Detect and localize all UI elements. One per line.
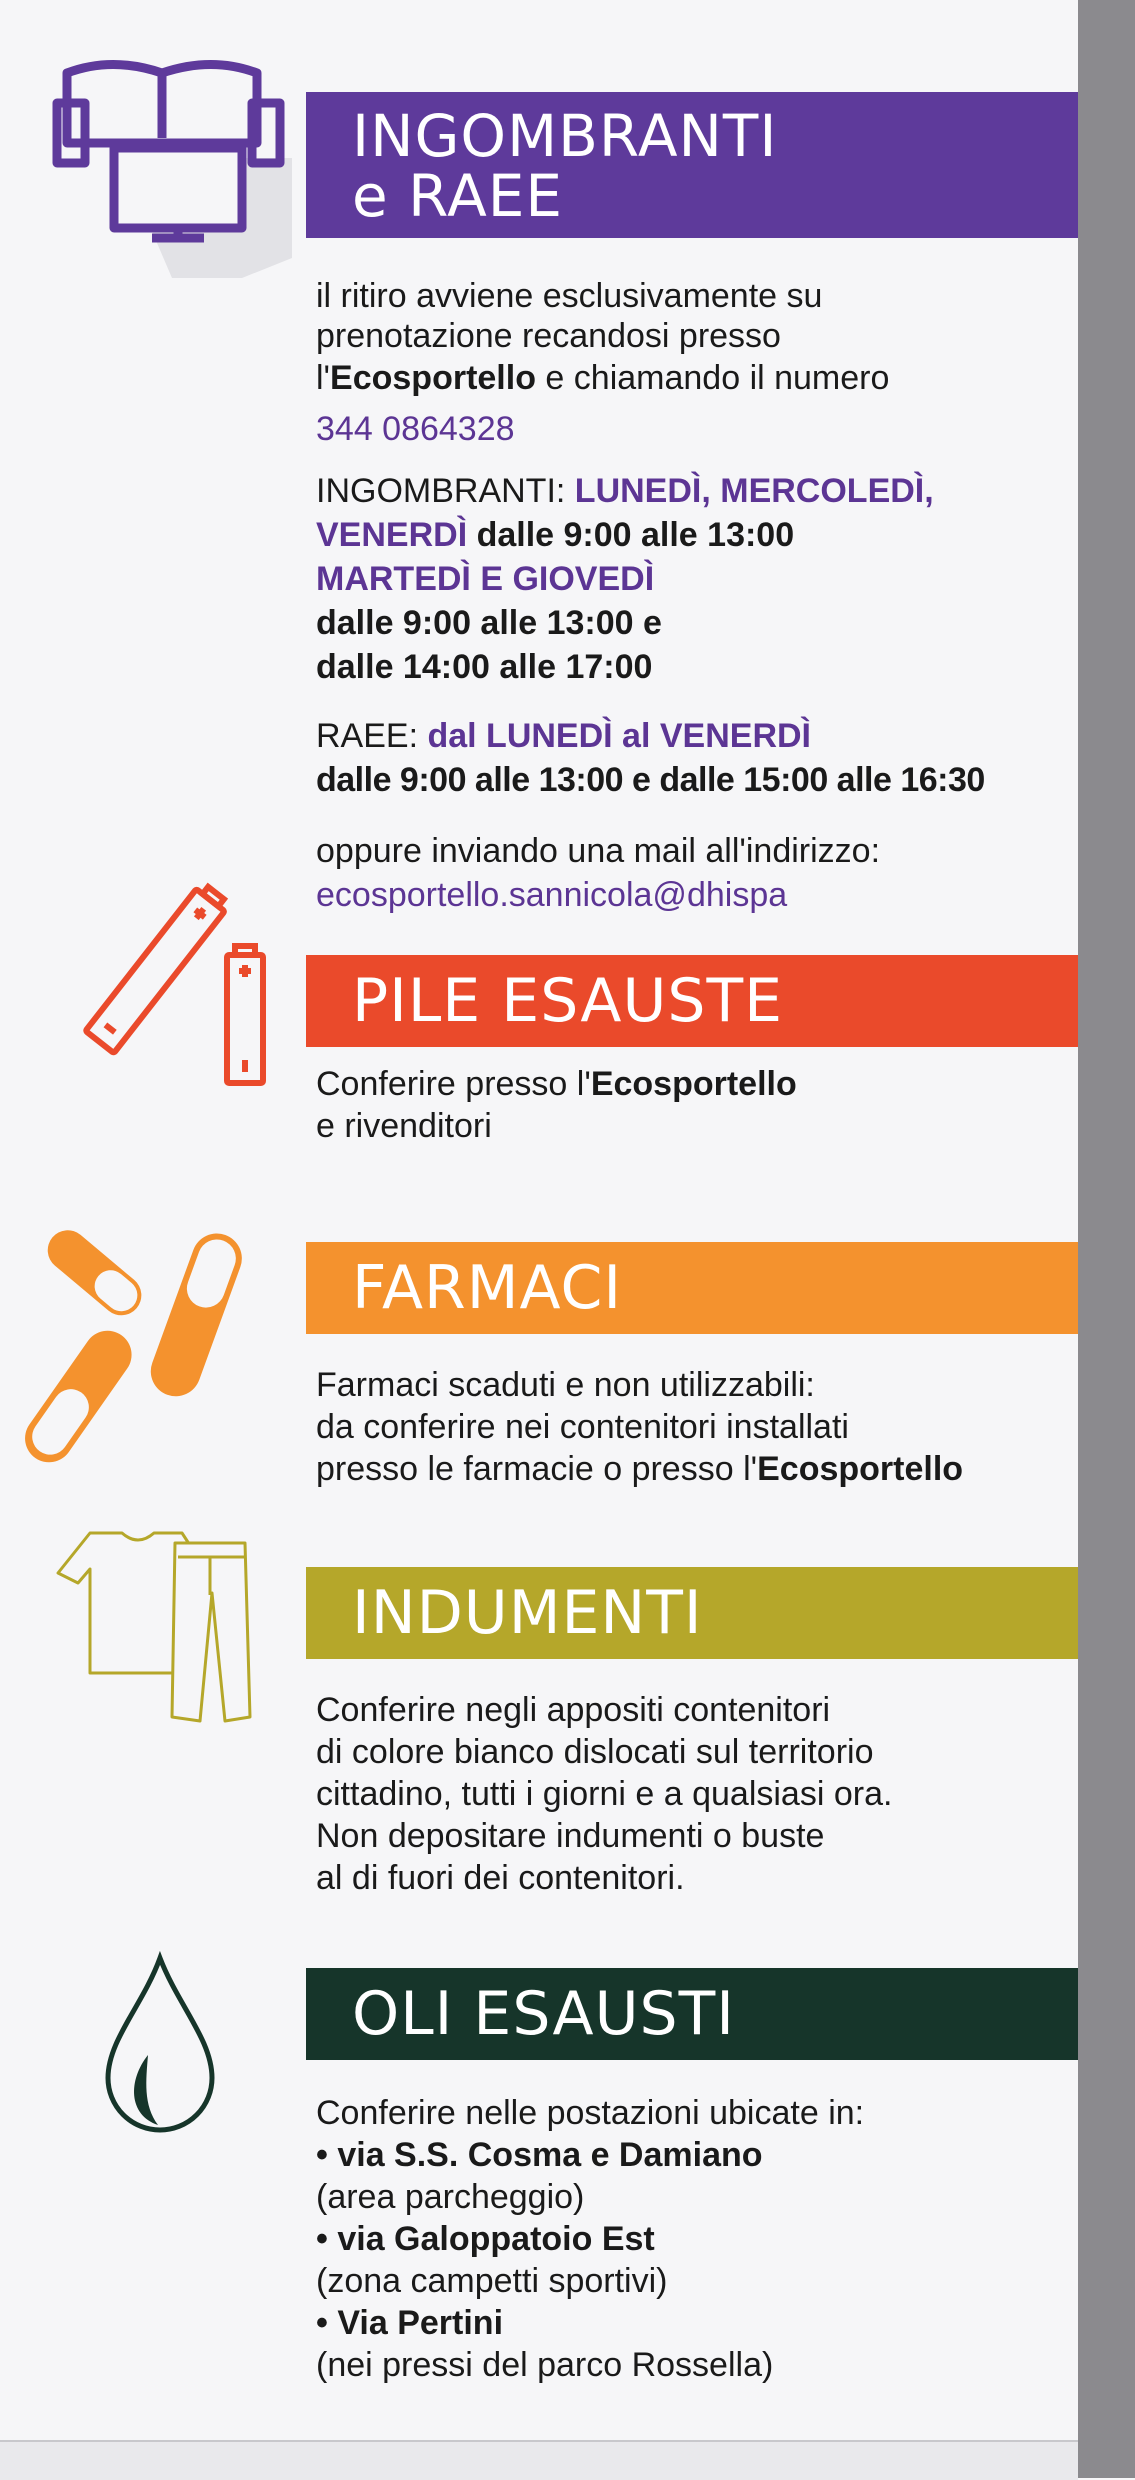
text-fragment: l' [316, 359, 331, 397]
oli-location-note: (nei pressi del parco Rossella) [316, 2346, 774, 2384]
pile-line2: e rivenditori [316, 1107, 492, 1145]
phone-number [316, 408, 1076, 450]
indumenti-line: Non depositare indumenti o buste [316, 1817, 825, 1855]
ecosportello-label: Ecosportello [330, 359, 536, 397]
battery-icon [62, 875, 292, 1095]
oli-title: OLI ESAUSTI [352, 1979, 735, 2049]
ingombranti-schedule-line2 [316, 514, 1076, 556]
pile-title-band [306, 955, 1078, 1047]
text-fragment: presso le farmacie o presso l' [316, 1450, 758, 1488]
raee-schedule-line1 [316, 715, 1076, 757]
text-fragment: e chiamando il numero [535, 359, 890, 397]
text-fragment: Conferire presso l' [316, 1065, 591, 1103]
oli-location-note: (zona campetti sportivi) [316, 2262, 668, 2300]
ingombranti-hours: dalle 9:00 alle 13:00 [467, 516, 795, 554]
ingombranti-intro-line2: prenotazione recandosi presso [316, 317, 781, 355]
email-address[interactable]: ecosportello.sannicola@dhispa [316, 876, 788, 914]
ingombranti-title-line2: e RAEE [352, 162, 564, 230]
oli-location-name: • via Galoppatoio Est [316, 2220, 655, 2258]
indumenti-line: al di fuori dei contenitori. [316, 1859, 685, 1897]
pill-icon [22, 1218, 247, 1463]
indumenti-title: INDUMENTI [352, 1578, 703, 1648]
ingombranti-title-band [306, 92, 1078, 238]
oil-drop-icon [98, 1950, 223, 2140]
oli-location-note: (area parcheggio) [316, 2178, 585, 2216]
farmaci-title-band [306, 1242, 1078, 1334]
raee-days: dal LUNEDÌ al VENERDÌ [427, 717, 811, 755]
farmaci-line2: da conferire nei contenitori installati [316, 1408, 849, 1446]
pile-line1 [316, 1063, 1076, 1105]
email-link[interactable] [316, 874, 1076, 916]
clothes-icon [50, 1525, 255, 1735]
raee-label: RAEE: [316, 717, 428, 755]
ingombranti-days: VENERDÌ [316, 516, 468, 554]
ingombranti-hours-line: dalle 14:00 alle 17:00 [316, 648, 653, 686]
ingombranti-days: MARTEDÌ E GIOVEDÌ [316, 560, 655, 598]
ingombranti-days: LUNEDÌ, MERCOLEDÌ, [574, 472, 934, 510]
indumenti-line: di colore bianco dislocati sul territorio [316, 1733, 874, 1771]
farmaci-title: FARMACI [352, 1253, 623, 1323]
ingombranti-schedule-line1 [316, 470, 1076, 512]
ingombranti-intro-line1: il ritiro avviene esclusivamente su [316, 277, 823, 315]
oli-title-band [306, 1968, 1078, 2060]
ingombranti-intro-line3 [316, 357, 1076, 399]
pile-title: PILE ESAUSTE [352, 966, 784, 1036]
page-edge-shadow [1078, 0, 1135, 2478]
indumenti-line: Conferire negli appositi contenitori [316, 1691, 831, 1729]
oli-location-name: • Via Pertini [316, 2304, 504, 2342]
ecosportello-label: Ecosportello [757, 1450, 964, 1488]
indumenti-line: cittadino, tutti i giorni e a qualsiasi ora. [316, 1775, 893, 1813]
ingombranti-label: INGOMBRANTI: [316, 472, 575, 510]
ingombranti-schedule-line3 [316, 558, 1076, 600]
oli-location-name: • via S.S. Cosma e Damiano [316, 2136, 763, 2174]
farmaci-line3 [316, 1448, 1076, 1490]
sofa-tv-icon [52, 48, 312, 278]
oli-intro: Conferire nelle postazioni ubicate in: [316, 2094, 865, 2132]
ecosportello-label: Ecosportello [590, 1065, 797, 1103]
ingombranti-title-line1: INGOMBRANTI [352, 102, 778, 170]
farmaci-line1: Farmaci scaduti e non utilizzabili: [316, 1366, 815, 1404]
indumenti-title-band [306, 1567, 1078, 1659]
ingombranti-hours-line: dalle 9:00 alle 13:00 e [316, 604, 662, 642]
raee-hours: dalle 9:00 alle 13:00 e dalle 15:00 alle 16:30 [316, 761, 985, 799]
email-intro: oppure inviando una mail all'indirizzo: [316, 832, 881, 870]
page-bottom-edge [0, 2440, 1078, 2480]
phone-value: 344 0864328 [316, 410, 515, 448]
